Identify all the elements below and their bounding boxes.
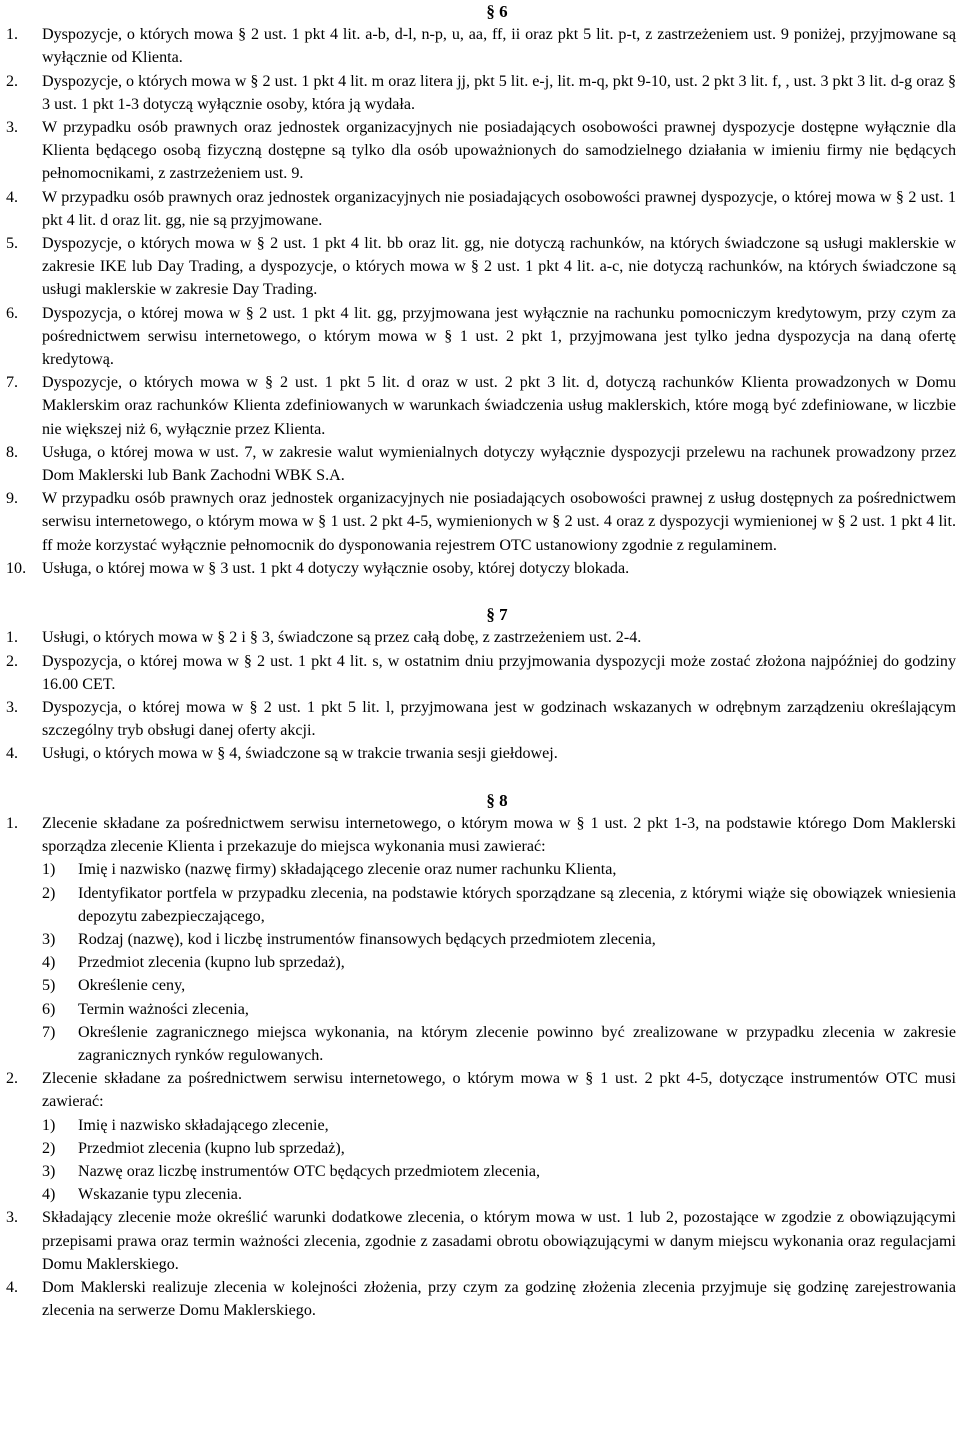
section-title: § 6 <box>486 2 508 21</box>
item-number: 10. <box>6 559 27 577</box>
item-text: Dyspozycje, o których mowa w § 2 ust. 1 pkt 5 lit. d oraz w ust. 2 pkt 3 lit. d, dotyczą rachunków Klienta prowadzonych w Domu Maklerskim oraz rachunków Klienta zdefiniowanych w warunkach świadczenia usług maklerskich, które mogą być zdefiniowane, w liczbie nie większej niż 6, wyłącznie przez Klienta. <box>42 374 956 438</box>
item-text: Zlecenie składane za pośrednictwem serwisu internetowego, o którym mowa w § 1 ust. 2 pkt 1-3, na podstawie którego Dom Maklerski sporządza zlecenie Klienta i przekazuje do miejsca wykonania musi zawierać: <box>42 815 956 856</box>
list-item <box>0 302 960 372</box>
section-spacer <box>0 580 960 603</box>
item-text: Dyspozycje, o których mowa w § 2 ust. 1 pkt 4 lit. m oraz litera jj, pkt 5 lit. e-j, lit. m-q, pkt 9-10, ust. 2 pkt 3 lit. f, , ust. 3 pkt 3 lit. d-g oraz § 3 ust. 1 pkt 1-3 dotyczą wyłącznie osoby, która ją wydała. <box>42 72 956 113</box>
list-item <box>0 626 960 649</box>
item-number: 5. <box>6 235 19 253</box>
sub-item-number: 2) <box>42 884 56 902</box>
list-item <box>0 650 960 696</box>
list-item <box>0 371 960 441</box>
sub-item-text: Wskazanie typu zlecenia. <box>78 1186 242 1204</box>
sub-item-number: 4) <box>42 1186 56 1204</box>
item-text: W przypadku osób prawnych oraz jednostek organizacyjnych nie posiadających osobowości prawnej dyspozycje dostępne wyłącznie dla Klienta będącego osobą fizyczną dostępne są tylko dla osób upoważnionych do samodzielnego działania w imieniu firmy nie będących pełnomocnikami, z zastrzeżeniem ust. 9. <box>42 119 956 183</box>
sub-item <box>0 1021 960 1067</box>
sub-item-number: 1) <box>42 861 56 879</box>
sub-item <box>0 928 960 951</box>
sub-item <box>0 1160 960 1183</box>
item-text: Usługi, o których mowa w § 2 i § 3, świadczone są przez całą dobę, z zastrzeżeniem ust. 2-4. <box>42 629 642 647</box>
item-number: 6. <box>6 304 19 322</box>
item-number: 4. <box>6 188 19 206</box>
list-item <box>0 557 960 580</box>
item-text: Składający zlecenie może określić warunki dodatkowe zlecenia, o którym mowa w ust. 1 lub 2, pozostające w zgodzie z obowiązującymi przepisami prawa oraz termin ważności zlecenia, zgodnie z zasadami obrotu obowiązującymi w danym miejscu wykonania oraz regulacjami Domu Maklerskiego. <box>42 1209 956 1273</box>
item-number: 2. <box>6 652 19 670</box>
sub-item <box>0 858 960 881</box>
item-number: 2. <box>6 1070 19 1088</box>
item-number: 8. <box>6 443 19 461</box>
sub-item-text: Przedmiot zlecenia (kupno lub sprzedaż), <box>78 1139 345 1157</box>
sub-item-text: Termin ważności zlecenia, <box>78 1000 249 1018</box>
item-number: 7. <box>6 374 19 392</box>
item-number: 9. <box>6 490 19 508</box>
item-text: Dyspozycja, o której mowa w § 2 ust. 1 pkt 4 lit. s, w ostatnim dniu przyjmowania dyspozycji może zostać złożona najpóźniej do godziny 16.00 CET. <box>42 652 956 693</box>
sub-item <box>0 1137 960 1160</box>
list-item <box>0 1276 960 1322</box>
item-text: Dyspozycje, o których mowa § 2 ust. 1 pkt 4 lit. a-b, d-l, n-p, u, aa, ff, ii oraz pkt 5 lit. p-t, z zastrzeżeniem ust. 9 poniżej, przyjmowane są wyłącznie od Klienta. <box>42 26 956 67</box>
sub-item <box>0 998 960 1021</box>
item-number: 2. <box>6 72 19 90</box>
item-number: 1. <box>6 629 19 647</box>
item-number: 3. <box>6 1209 19 1227</box>
list-item <box>0 742 960 765</box>
sub-item <box>0 951 960 974</box>
sub-item-text: Imię i nazwisko (nazwę firmy) składającego zlecenie oraz numer rachunku Klienta, <box>78 861 617 879</box>
sub-item-number: 5) <box>42 977 56 995</box>
sub-item-number: 1) <box>42 1116 56 1134</box>
item-number: 1. <box>6 26 19 44</box>
item-text: Usługa, o której mowa w § 3 ust. 1 pkt 4 dotyczy wyłącznie osoby, której dotyczy blokada. <box>42 559 630 577</box>
item-text: W przypadku osób prawnych oraz jednostek organizacyjnych nie posiadających osobowości prawnej z usług dostępnych za pośrednictwem serwisu internetowego, o którym mowa w § 1 ust. 2 pkt 4-5, wymienionych w § 2 ust. 4 oraz z dyspozycji wymienionej w § 2 ust. 1 pkt 4 lit. ff może korzystać wyłącznie pełnomocnik do dysponowania rejestrem OTC ustanowiony zgodnie z regulaminem. <box>42 490 956 554</box>
item-text: Usługi, o których mowa w § 4, świadczone są w trakcie trwania sesji giełdowej. <box>42 745 558 763</box>
item-text: Dyspozycje, o których mowa w § 2 ust. 1 pkt 4 lit. bb oraz lit. gg, nie dotyczą rachunków, na których świadczone są usługi maklerskie w zakresie IKE lub Day Trading, a dyspozycje, o których mowa w § 2 ust. 1 pkt 4 lit. a-c, nie dotyczą rachunków, na których świadczone są usługi maklerskie w zakresie Day Trading. <box>42 235 956 299</box>
sub-item-number: 4) <box>42 954 56 972</box>
sub-item-text: Określenie ceny, <box>78 977 186 995</box>
sub-item <box>0 974 960 997</box>
sub-item-text: Rodzaj (nazwę), kod i liczbę instrumentów finansowych będących przedmiotem zlecenia, <box>78 931 656 949</box>
section-title: § 8 <box>486 790 508 810</box>
sub-item-number: 7) <box>42 1023 56 1041</box>
list-item <box>0 23 960 69</box>
sub-item-text: Imię i nazwisko składającego zlecenie, <box>78 1116 329 1134</box>
item-number: 3. <box>6 119 19 136</box>
sub-item-text: Identyfikator portfela w przypadku zlecenia, na podstawie których sporządzane są zlecenia, z którymi wiąże się obowiązek wniesienia depozytu zabezpieczającego, <box>78 884 956 925</box>
sub-item <box>0 1183 960 1206</box>
list-item <box>0 232 960 302</box>
item-text: W przypadku osób prawnych oraz jednostek organizacyjnych nie posiadających osobowości prawnej dyspozycje, o której mowa w § 2 ust. 1 pkt 4 lit. d oraz lit. gg, nie są przyjmowane. <box>42 188 956 229</box>
list-item <box>0 696 960 742</box>
item-number: 4. <box>6 745 19 763</box>
item-text: Zlecenie składane za pośrednictwem serwisu internetowego, o którym mowa w § 1 ust. 2 pkt 4-5, dotyczące instrumentów OTC musi zawierać: <box>42 1070 956 1111</box>
item-text: Dyspozycja, o której mowa w § 2 ust. 1 pkt 4 lit. gg, przyjmowana jest wyłącznie na rachunku pomocniczym kredytowym, przy czym za pośrednictwem serwisu internetowego, o którym mowa w § 1 ust. 2 pkt 1, przyjmowana jest tylko jedna dyspozycja na daną ofertę kredytową. <box>42 304 956 369</box>
sub-item <box>0 882 960 928</box>
sub-item <box>0 1114 960 1137</box>
list-item <box>0 1067 960 1113</box>
sub-item-number: 3) <box>42 931 56 949</box>
sub-item-number: 3) <box>42 1163 56 1181</box>
section-title: § 7 <box>486 605 508 625</box>
sub-item-number: 2) <box>42 1139 56 1157</box>
list-item <box>0 487 960 557</box>
sub-item-text: Określenie zagranicznego miejsca wykonania, na którym zlecenie powinno być zrealizowane w przypadku zlecenia w zakresie zagranicznych rynków regulowanych. <box>78 1023 956 1065</box>
item-number: 3. <box>6 699 19 717</box>
list-item <box>0 441 960 487</box>
item-text: Usługa, o której mowa w ust. 7, w zakresie walut wymienialnych dotyczy wyłącznie dyspozycji przelewu na rachunek prowadzony przez Dom Maklerski lub Bank Zachodni WBK S.A. <box>42 443 956 485</box>
section-spacer <box>0 766 960 789</box>
list-item <box>0 70 960 116</box>
sub-item-number: 6) <box>42 1000 56 1018</box>
sub-item-text: Nazwę oraz liczbę instrumentów OTC będących przedmiotem zlecenia, <box>78 1163 541 1181</box>
sub-item-text: Przedmiot zlecenia (kupno lub sprzedaż), <box>78 954 345 972</box>
list-item <box>0 812 960 858</box>
item-number: 4. <box>6 1279 19 1297</box>
list-item <box>0 186 960 232</box>
list-item <box>0 116 960 186</box>
item-text: Dyspozycja, o której mowa w § 2 ust. 1 pkt 5 lit. l, przyjmowana jest w godzinach wskazanych w odrębnym zarządzeniu określającym szczególny tryb obsługi danej oferty akcji. <box>42 699 956 740</box>
item-number: 1. <box>6 815 19 833</box>
list-item <box>0 1206 960 1276</box>
item-text: Dom Maklerski realizuje zlecenia w kolejności złożenia, przy czym za godzinę złożenia zlecenia przyjmuje się godzinę zarejestrowania zlecenia na serwerze Domu Maklerskiego. <box>42 1279 956 1320</box>
